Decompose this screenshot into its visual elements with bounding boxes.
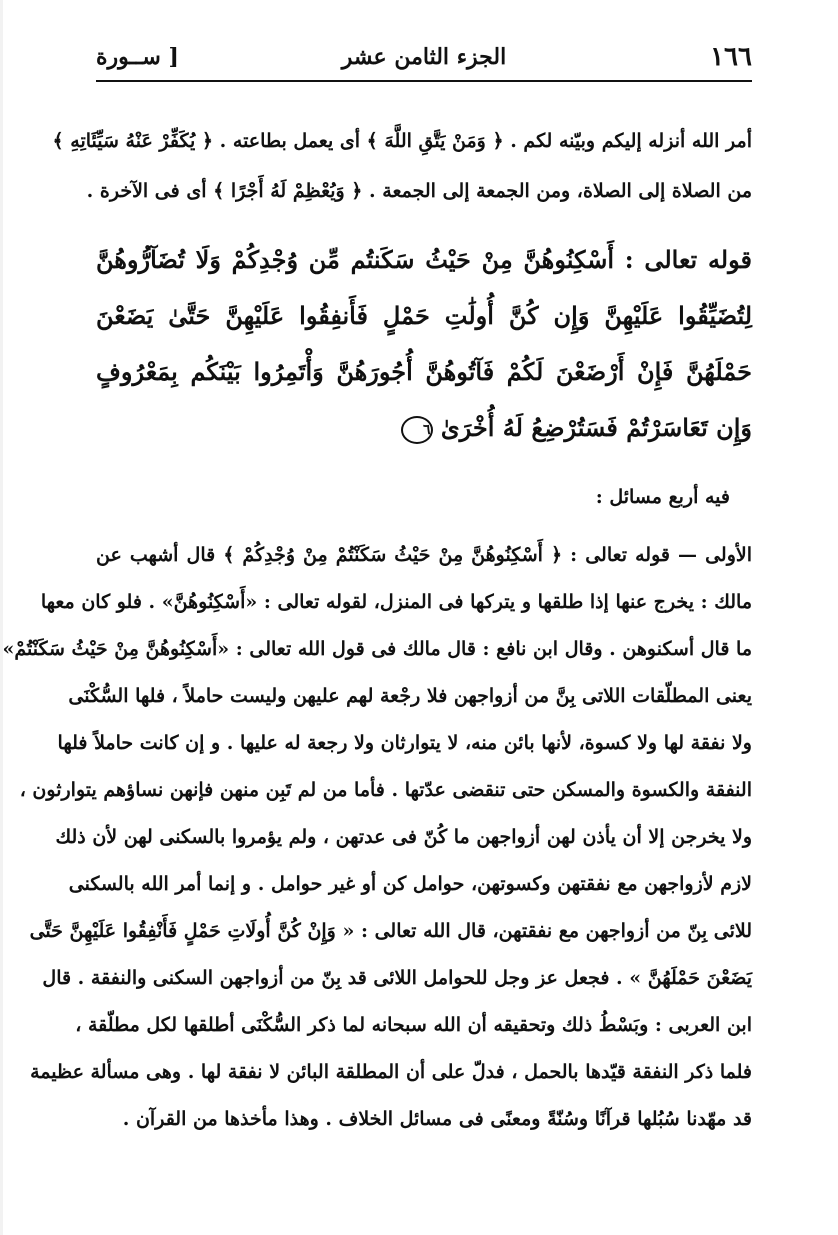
verse-line-last (96, 400, 752, 456)
verse-line: حَمْلَهُنَّ فَإِنْ أَرْضَعْنَ لَكُمْ فَآتُوهُنَّ أُجُورَهُنَّ وَأْتَمِرُوا بَيْنَكُم بِمَعْرُوفٍ (96, 357, 752, 386)
commentary-body (2, 532, 752, 1143)
ayah-number-mark: ٦ (401, 416, 433, 444)
body-line: الأولى — قوله تعالى : ﴿ أَسْكِنُوهُنَّ مِنْ حَيْثُ سَكَنْتُمْ مِنْ وُجْدِكُمْ ﴾ قال أشهب عن (96, 544, 752, 566)
body-line: قد مهّدنا سُبُلها قرآنًا وسُنّةً ومعنًى فى مسائل الخلاف . وهذا مأخذها من القرآن . (122, 1108, 752, 1130)
intro-line: أمر الله أنزله إليكم وبيّنه لكم . ﴿ وَمَنْ يَتَّقِ اللَّهَ ﴾ أى يعمل بطاعته . ﴿ يُكَفِّرْ عَنْهُ سَيِّئَاتِهِ ﴾ (52, 130, 752, 152)
body-line: فلما ذكر النفقة قيّدها بالحمل ، فدلّ على أن المطلقة البائن لا نفقة لها . وهى مسألة عظيمة (30, 1061, 752, 1083)
intro-line: من الصلاة إلى الصلاة، ومن الجمعة إلى الجمعة . ﴿ وَيُعْظِمْ لَهُ أَجْرًا ﴾ أى فى الآخرة . (86, 180, 752, 202)
body-line: يعنى المطلّقات اللاتى بِنَّ من أزواجهن فلا رجْعة لهم عليهن وليست حاملاً ، فلها السُّكْنَى (68, 685, 752, 707)
body-line: ولا نفقة لها ولا كسوة، لأنها بائن منه، لا يتوارثان ولا رجعة له عليها . و إن كانت حاملاً فلها (57, 732, 752, 754)
part-title: الجزء الثامن عشر (341, 44, 507, 70)
verse-line: قوله تعالى : أَسْكِنُوهُنَّ مِنْ حَيْثُ سَكَنتُم مِّن وُجْدِكُمْ وَلَا تُضَآرُّوهُنَّ (96, 245, 752, 274)
page-number: ١٦٦ (710, 42, 752, 72)
intro-paragraph (52, 116, 752, 216)
page-edge (0, 0, 3, 1235)
body-line: يَضَعْنَ حَمْلَهُنَّ » . فجعل عز وجل للحوامل اللائى قد بِنّ من أزواجهن السكنى والنفقة . قال (42, 967, 752, 989)
verse-line: لِتُضَيِّقُوا عَلَيْهِنَّ وَإِن كُنَّ أُولَٰتِ حَمْلٍ فَأَنفِقُوا عَلَيْهِنَّ حَتَّىٰ يَضَعْنَ (96, 301, 752, 330)
header-rule (96, 80, 752, 82)
body-line: للائى بِنّ من أزواجهن مع نفقتهن، قال الله تعالى : « وَإِنْ كُنَّ أُولَاتِ حَمْلٍ فَأَنْفِقُوا عَلَيْهِنَّ حَتَّى (29, 920, 752, 942)
running-header (96, 36, 752, 82)
body-line: ابن العربى : وبَسْطُ ذلك وتحقيقه أن الله سبحانه لما ذكر السُّكْنَى أطلقها لكل مطلّقة ، (75, 1014, 752, 1036)
sura-label: [ ســورة (96, 44, 179, 70)
verse-text: وَإِن تَعَاسَرْتُمْ فَسَتُرْضِعُ لَهُ أُخْرَىٰ (440, 413, 752, 442)
quran-verse-block (96, 232, 752, 456)
body-line: النفقة والكسوة والمسكن حتى تنقضى عدّتها . فأما من لم تَبِن منهن فإنهن نساؤهم يتوارثون ، (19, 779, 752, 801)
issues-heading: فيه أربع مسائل : (595, 486, 730, 508)
body-line: ما قال أسكنوهن . وقال ابن نافع : قال مالك فى قول الله تعالى : «أَسْكِنُوهُنَّ مِنْ حَيْثُ سَكَنْتُمْ» (2, 638, 752, 660)
body-line: لازم لأزواجهن مع نفقتهن وكسوتهن، حوامل كن أو غير حوامل . و إنما أمر الله بالسكنى (68, 873, 752, 895)
body-line: ولا يخرجن إلا أن يأذن لهن أزواجهن ما كُنّ فى عدتهن ، ولم يؤمروا بالسكنى لهن لأن ذلك (55, 826, 752, 848)
body-line: مالك : يخرج عنها إذا طلقها و يتركها فى المنزل، لقوله تعالى : «أَسْكِنُوهُنَّ» . فلو كان معها (40, 591, 752, 613)
issues-heading-block (96, 472, 730, 522)
